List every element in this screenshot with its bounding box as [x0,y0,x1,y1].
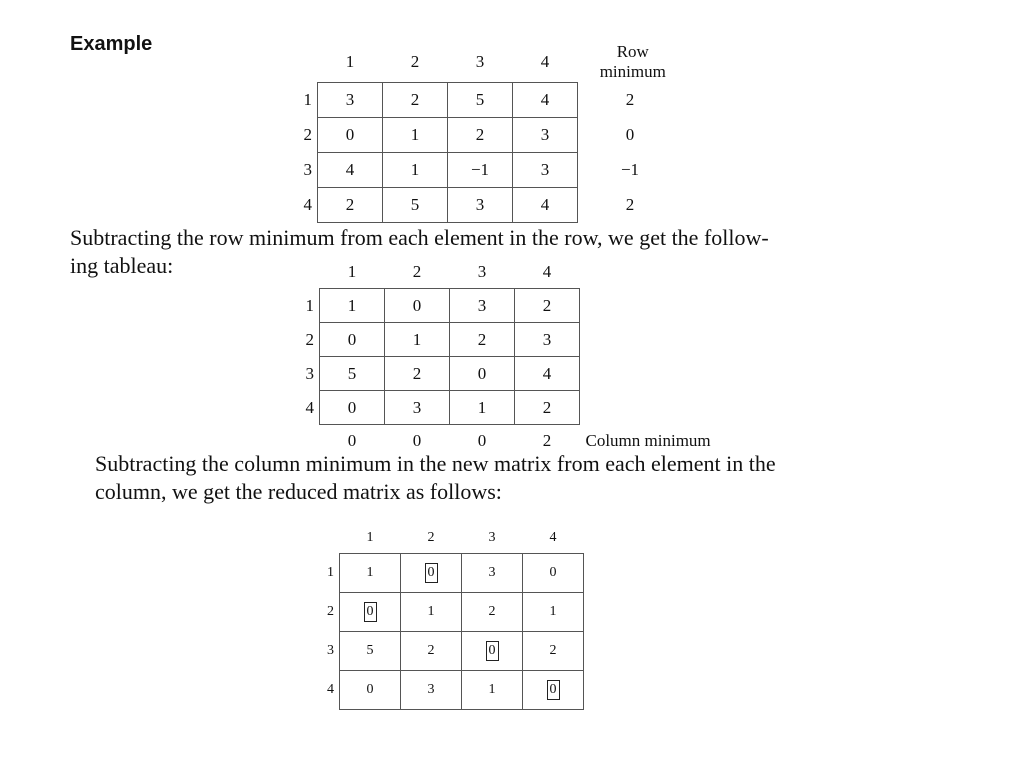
column-header: 1 [347,262,357,281]
column-minimum-label: Column minimum [585,431,711,450]
column-header: 4 [542,262,552,281]
matrix-cell: 4 [513,187,578,222]
column-header: 3 [488,530,496,545]
column-header: 4 [540,51,550,71]
table-row [290,391,711,425]
matrix-cell [523,632,584,671]
matrix-cell: 3 [448,187,513,222]
row-label: 1 [305,295,314,315]
column-header: 2 [427,530,435,545]
matrix-cell [340,593,401,632]
matrix-cell: 3 [515,323,580,357]
row-minimum-value: 2 [625,194,635,214]
matrix-cell [401,671,462,710]
matrix-cell: 3 [385,391,450,425]
row-label: 2 [303,124,312,144]
matrix-cell [340,671,401,710]
matrix-cell: 0 [450,357,515,391]
matrix-cell: 3 [450,289,515,323]
matrix-cell [523,554,584,593]
column-minimum-row [290,425,711,452]
matrix-cell: 1 [385,323,450,357]
paragraph-line: Subtracting the column minimum in the new matrix from each element in the [95,451,776,476]
matrix-cell [340,554,401,593]
column-header: 4 [549,530,557,545]
row-reduced-table [290,256,711,451]
column-minimum-value: 0 [412,431,422,450]
matrix-cell: −1 [448,152,513,187]
matrix-cell: 3 [318,82,383,117]
matrix-cell: 4 [515,357,580,391]
matrix-cell: 5 [383,187,448,222]
matrix-cell: 3 [513,117,578,152]
row-label: 4 [303,194,312,214]
matrix-cell: 1 [320,289,385,323]
row-minimum-value: −1 [620,159,640,179]
cell-value: 5 [366,643,374,658]
cell-value: 2 [488,604,496,619]
row-label: 3 [305,363,314,383]
table-row [290,289,711,323]
cell-value: 1 [488,682,496,697]
paragraph-line: column, we get the reduced matrix as follows: [95,479,502,504]
row-label: 4 [305,397,314,417]
row-label: 4 [327,682,334,697]
matrix-cell: 1 [383,152,448,187]
matrix-cell: 2 [515,289,580,323]
matrix-cell: 0 [320,391,385,425]
matrix-cell [401,632,462,671]
table-row [304,671,584,710]
matrix-cell: 5 [320,357,385,391]
column-minimum-value: 2 [542,431,552,450]
row-label: 3 [303,159,312,179]
header-row [290,256,711,289]
column-header: 2 [412,262,422,281]
column-header: 1 [345,51,355,71]
assigned-zero: 0 [364,602,377,622]
row-minimum-value: 2 [625,89,635,109]
header-row [304,523,584,554]
matrix-cell: 2 [383,82,448,117]
matrix-cell: 0 [385,289,450,323]
paragraph-column-subtraction [95,450,887,506]
column-header: 3 [477,262,487,281]
cell-value: 1 [427,604,435,619]
matrix-cell [462,554,523,593]
table-row [288,82,682,117]
matrix-cell [462,671,523,710]
matrix-cell: 1 [383,117,448,152]
cell-value: 0 [549,565,557,580]
cell-value: 2 [549,643,557,658]
matrix-cell [462,632,523,671]
table-row [304,632,584,671]
matrix-cell: 2 [385,357,450,391]
table-row [290,323,711,357]
table-row [288,117,682,152]
table-row [290,357,711,391]
matrix-cell [401,593,462,632]
matrix-cell: 3 [513,152,578,187]
row-label: 1 [327,565,334,580]
row-minimum-header: Row minimum [599,42,666,81]
assigned-zero: 0 [547,680,560,700]
column-header: 2 [410,51,420,71]
paragraph-line: Subtracting the row minimum from each element in the row, we get the follow- [70,225,769,250]
row-minimum-value: 0 [625,124,635,144]
matrix-cell: 2 [318,187,383,222]
row-label: 1 [303,89,312,109]
header-row [288,42,682,82]
column-header: 3 [475,51,485,71]
matrix-cell [340,632,401,671]
table-row [304,554,584,593]
row-label: 3 [327,643,334,658]
column-minimum-value: 0 [477,431,487,450]
cell-value: 2 [427,643,435,658]
assigned-zero: 0 [425,563,438,583]
table-row [288,152,682,187]
table-row [304,593,584,632]
assigned-zero: 0 [486,641,499,661]
matrix-cell: 4 [318,152,383,187]
table-row [288,187,682,222]
cell-value: 1 [366,565,374,580]
matrix-cell: 0 [318,117,383,152]
matrix-cell [462,593,523,632]
matrix-cell [523,593,584,632]
column-header: 1 [366,530,374,545]
matrix-cell [401,554,462,593]
matrix-cell: 2 [515,391,580,425]
column-minimum-value: 0 [347,431,357,450]
cell-value: 0 [366,682,374,697]
matrix-cell: 2 [450,323,515,357]
example-heading: Example [70,33,153,55]
cell-value: 1 [549,604,557,619]
paragraph-line: ing tableau: [70,253,174,278]
matrix-cell: 5 [448,82,513,117]
cell-value: 3 [488,565,496,580]
cost-matrix-table [288,42,682,223]
cell-value: 3 [427,682,435,697]
matrix-cell: 4 [513,82,578,117]
row-label: 2 [327,604,334,619]
reduced-matrix-table [304,523,584,710]
matrix-cell: 2 [448,117,513,152]
row-label: 2 [305,329,314,349]
matrix-cell [523,671,584,710]
matrix-cell: 0 [320,323,385,357]
matrix-cell: 1 [450,391,515,425]
